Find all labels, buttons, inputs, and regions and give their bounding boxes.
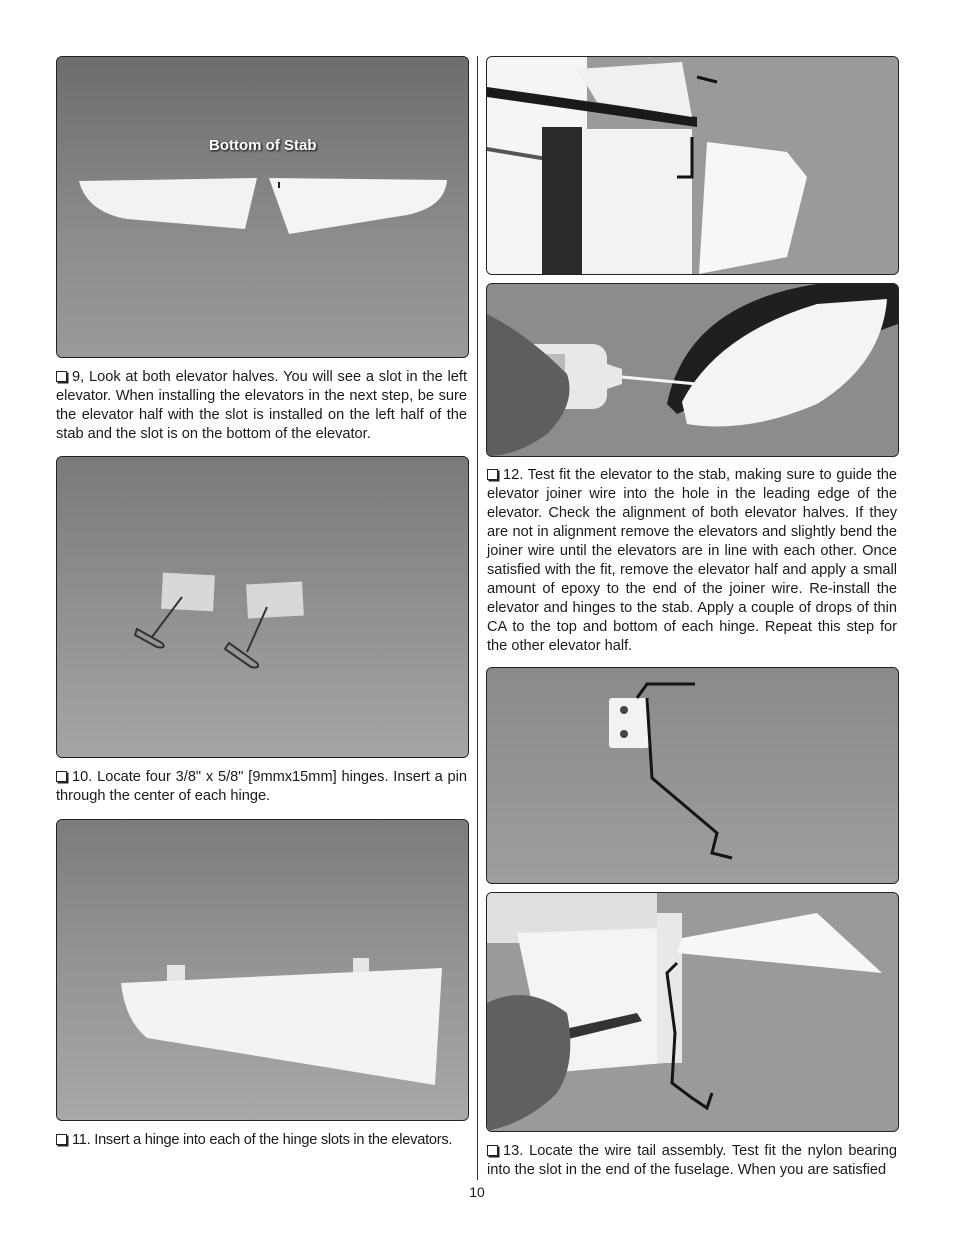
photo-stab-and-elevator [486,56,899,275]
step-12-text [487,466,897,656]
step-13-body: 13. Locate the wire tail assembly. Test fit the nylon bearing into the slot in the end of the fuselage. When you are satisfied [487,1143,897,1178]
photo-label: Bottom of Stab [209,137,317,154]
photo-applying-ca [486,283,899,457]
checkbox-icon[interactable] [56,371,67,382]
checkbox-icon[interactable] [56,771,67,782]
step-10-body: 10. Locate four 3/8" x 5/8" [9mmx15mm] hinges. Insert a pin through the center of each hinge. [56,769,467,804]
photo-hinges-with-pins [56,456,469,758]
step-9-body: 9, Look at both elevator halves. You will see a slot in the left elevator. When installing the elevators in the next step, be sure the elevator half with the slot is installed on the left half of the stab and the slot is on the bottom of the elevator. [56,369,467,442]
step-11-body: 11. Insert a hinge into each of the hinge slots in the elevators. [72,1132,453,1148]
checkbox-icon[interactable] [487,469,498,480]
photo-elevator-with-hinges [56,819,469,1121]
step-13-text [487,1142,897,1180]
photo-wire-tail-assembly [486,667,899,884]
column-divider [477,56,478,1180]
page-number: 10 [469,1184,485,1200]
photo-tail-fit-fuselage [486,892,899,1132]
step-9-text [56,368,467,444]
checkbox-icon[interactable] [487,1145,498,1156]
photo-elevator-halves [56,56,469,358]
step-12-body: 12. Test fit the elevator to the stab, making sure to guide the elevator joiner wire into the hole in the leading edge of the elevator. Check the alignment of both elevator halves. If they are not in alignment remove the elevators and slightly bend the joiner wire until the elevators are in line with each other. Once satisfied with the fit, remove the elevator half and apply a small amount of epoxy to the end of the joiner wire. Re-install the elevator and hinges to the stab. Apply a couple of drops of thin CA to the top and bottom of each hinge. Repeat this step for the other elevator half. [487,467,897,654]
step-10-text [56,768,467,806]
checkbox-icon[interactable] [56,1134,67,1145]
step-11-text [56,1131,474,1150]
